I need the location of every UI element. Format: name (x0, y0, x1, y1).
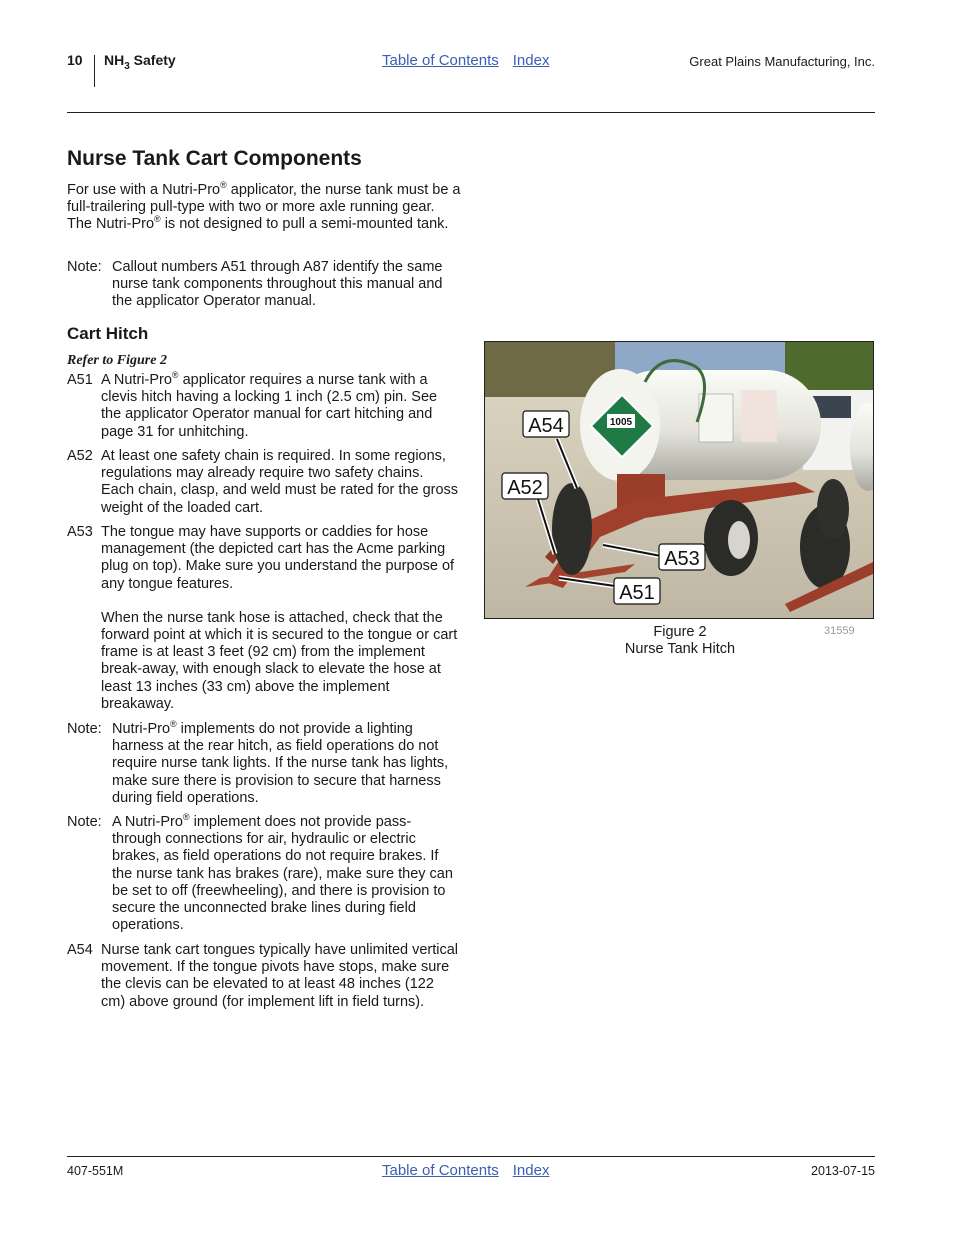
note2-text-b: implements do not provide a lighting harness at the rear hitch, as field operations do not require nurse tank lights. If the nurse tank has lights, make sure there is provision to secure that harness during field operations. (112, 721, 449, 806)
company-name: Great Plains Manufacturing, Inc. (689, 54, 875, 69)
item-label: A53 (67, 524, 93, 540)
index-link[interactable]: Index (512, 52, 550, 69)
note-callouts (67, 259, 459, 311)
note-label: Note: (67, 721, 102, 737)
intro-text-b: applicator, the nurse tank must be a full-trailering pull-type with two or more axle running gear. The Nutri-Pro (67, 182, 461, 233)
footer-links (382, 1162, 549, 1179)
intro-text-a: For use with a Nutri-Pro (67, 182, 221, 198)
caption-title: Nurse Tank Hitch (624, 641, 736, 657)
registered-mark: ® (154, 214, 161, 225)
note-text: Callout numbers A51 through A87 identify the same nurse tank components throughout this manual and the applicator Operator manual. (112, 259, 443, 310)
item-text (101, 372, 459, 441)
footer-rule (67, 1156, 875, 1157)
item-a54 (67, 942, 459, 1011)
footer-date: 2013-07-15 (811, 1164, 875, 1178)
footer-toc-link[interactable]: Table of Contents (382, 1162, 499, 1179)
figure-caption (580, 624, 780, 658)
registered-mark: ® (171, 370, 179, 381)
item-label: A51 (67, 372, 93, 388)
image-number: 31559 (824, 625, 855, 637)
item-a52 (67, 448, 459, 517)
header-rule (67, 112, 875, 113)
note3-text-b: implement does not provide pass-through connections for air, hydraulic or electric brakes, as field operations do not require brakes. If the nurse tank has brakes (rare), make sure they can be set to off (freewheeling), and there is provision to secure the unconnected brake lines during field operations. (112, 814, 453, 934)
item-a53 (67, 524, 459, 713)
registered-mark: ® (182, 812, 190, 823)
caption-figure-number: Figure 2 (653, 624, 707, 640)
page-title: Nurse Tank Cart Components (67, 147, 362, 170)
a51-text-b: applicator requires a nurse tank with a clevis hitch having a locking 1 inch (2.5 cm) pin. See the applicator Operator manual for cart hitching and page 31 for unhitching. (101, 372, 438, 440)
placard-number: 1005 (609, 417, 633, 428)
registered-mark: ® (170, 719, 177, 730)
header-divider (94, 55, 95, 87)
item-text: The tongue may have supports or caddies for hose management (the depicted cart has the Acme parking plug on top). Make sure you understand the purpose of any tongue features. (101, 524, 455, 592)
note-text (112, 814, 459, 934)
page-number: 10 (67, 52, 83, 68)
callout-a54: A54 (528, 415, 564, 437)
nurse-tank-photo (485, 342, 873, 618)
figure-nurse-tank-hitch (484, 341, 874, 619)
item-text-continued: When the nurse tank hose is attached, check that the forward point at which it is secured to the tongue or cart frame is at least 3 feet (92 cm) from the implement break-away, with enough slack to elevate the hose at least 13 inches (33 cm) above the implement breakaway. (101, 609, 458, 712)
callout-a52: A52 (507, 477, 543, 499)
callout-a51: A51 (619, 582, 655, 604)
item-a51 (67, 372, 459, 441)
tank-decal (741, 390, 777, 442)
note-brakes (67, 814, 459, 934)
registered-mark: ® (220, 180, 227, 191)
item-text: Nurse tank cart tongues typically have unlimited vertical movement. If the tongue pivots have stops, make sure the clevis can be elevated to at least 48 inches (122 cm) above ground (for implement lift in field turns). (101, 942, 459, 1010)
item-label: A52 (67, 448, 93, 464)
header-links (382, 52, 549, 69)
section-heading-cart-hitch: Cart Hitch (67, 324, 149, 343)
wheel-front-left (552, 483, 592, 575)
figure-reference: Refer to Figure 2 (67, 353, 167, 368)
item-text: At least one safety chain is required. In some regions, regulations may already require two safety chains. Each chain, clasp, and weld must be rated for the gross weight of the loaded cart. (101, 448, 459, 516)
section-suffix: Safety (129, 52, 176, 68)
note-lighting (67, 721, 459, 807)
toc-link[interactable]: Table of Contents (382, 52, 499, 69)
item-label: A54 (67, 942, 93, 958)
hub-front-right (728, 521, 750, 559)
note-label: Note: (67, 259, 102, 275)
footer-index-link[interactable]: Index (512, 1162, 550, 1179)
note3-text-a: A Nutri-Pro (112, 814, 183, 830)
note2-text-a: Nutri-Pro (112, 721, 171, 737)
section-sub: 3 (124, 60, 130, 72)
note-text (112, 721, 459, 807)
a51-text-a: A Nutri-Pro (101, 372, 172, 388)
section-title (104, 52, 176, 72)
note-label: Note: (67, 814, 102, 830)
document-number: 407-551M (67, 1164, 124, 1178)
section-prefix: NH (104, 52, 125, 68)
intro-text-c: is not designed to pull a semi-mounted tank. (160, 216, 449, 233)
wheel-rear-left (817, 479, 849, 539)
intro-paragraph (67, 182, 462, 234)
callout-a53: A53 (664, 548, 700, 570)
